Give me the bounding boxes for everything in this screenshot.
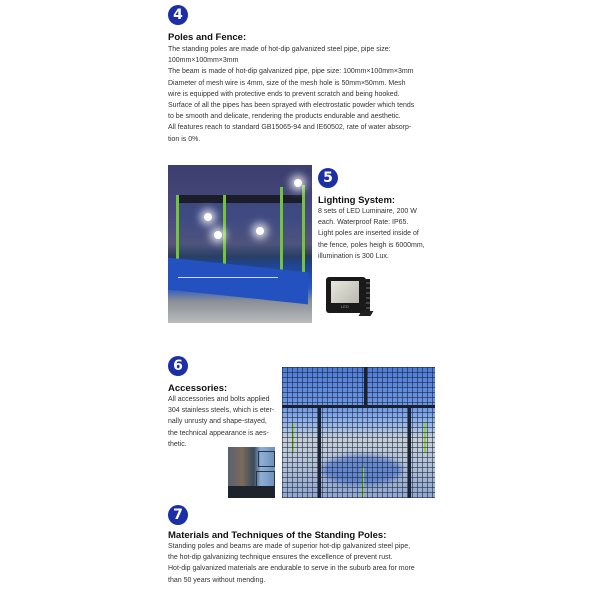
section-7-body xyxy=(168,541,415,586)
text-line: the fence, poles heigh is 6000mm, xyxy=(318,241,425,249)
section-6-title: Accessories: xyxy=(168,383,228,394)
section-7-title: Materials and Techniques of the Standing Poles: xyxy=(168,530,387,541)
section-4-title: Poles and Fence: xyxy=(168,32,247,43)
section-6-body xyxy=(168,394,274,450)
text-line: The beam is made of hot-dip galvanized pipe, pipe size: 100mm×100mm×3mm xyxy=(168,68,414,76)
section-5-body xyxy=(318,206,425,262)
text-line: than 50 years without mending. xyxy=(168,576,266,584)
window xyxy=(258,451,275,467)
shadow-band xyxy=(228,486,275,498)
text-line: Surface of all the pipes has been sprayed with electrostatic powder which tends xyxy=(168,102,415,110)
text-line: Light poles are inserted inside of xyxy=(318,230,419,238)
text-line: 304 stainless steels, which is eter- xyxy=(168,407,275,415)
text-line: to be smooth and delicate, rendering the products endurable and aesthetic. xyxy=(168,113,401,121)
text-line: nally unrusty and shape-stayed, xyxy=(168,418,267,426)
section-4-body xyxy=(168,44,414,145)
text-line: illumination is 300 Lux. xyxy=(318,252,389,260)
section-5-title: Lighting System: xyxy=(318,195,396,206)
text-line: Hot-dip galvanized materials are endurable to serve in the suburb area for more xyxy=(168,565,415,573)
building-facade-image xyxy=(228,447,275,498)
text-line: thetic. xyxy=(168,440,187,448)
section-6-badge: 6 xyxy=(168,356,188,376)
lamp-icon xyxy=(204,213,212,221)
flood-light-bracket xyxy=(359,311,374,316)
lamp-icon xyxy=(294,179,302,187)
text-line: All features reach to standard GB15065-94 and IE60502, rate of water absorp- xyxy=(168,124,412,132)
text-line: 8 sets of LED Luminaire, 200 W xyxy=(318,208,417,215)
text-line: the hot-dip galvanizing technique ensures the excellence of prevent rust. xyxy=(168,554,393,562)
flood-light-label: LED xyxy=(341,304,349,309)
text-line: Standing poles and beams are made of superior hot-dip galvanized steel pipe, xyxy=(168,543,411,550)
text-line: Diameter of mesh wire is 4mm, size of the mesh hole is 50mm×50mm. Mesh xyxy=(168,79,406,87)
text-line: The standing poles are made of hot-dip galvanized steel pipe, pipe size: xyxy=(168,46,391,53)
text-line: the technical appearance is aes- xyxy=(168,429,269,437)
text-line: wire is equipped with protective ends to prevent scratch and being hooked. xyxy=(168,90,400,98)
mesh-overlay xyxy=(282,367,435,498)
section-4-badge: 4 xyxy=(168,5,188,25)
night-court-image xyxy=(168,165,312,323)
section-7-badge: 7 xyxy=(168,505,188,525)
section-5-badge: 5 xyxy=(318,168,338,188)
text-line: All accessories and bolts applied xyxy=(168,396,270,403)
light-pole xyxy=(302,185,305,285)
daytime-court-image xyxy=(282,367,435,498)
flood-light-lens xyxy=(331,281,359,303)
text-line: tion is 0%. xyxy=(168,135,201,143)
led-flood-light-image xyxy=(322,275,374,321)
window xyxy=(256,471,275,487)
lamp-icon xyxy=(256,227,264,235)
text-line: each. Waterproof Rate: IP65. xyxy=(318,219,409,227)
text-line: 100mm×100mm×3mm xyxy=(168,57,239,65)
court-line xyxy=(178,277,278,278)
flood-light-fins xyxy=(366,279,370,311)
lamp-icon xyxy=(214,231,222,239)
